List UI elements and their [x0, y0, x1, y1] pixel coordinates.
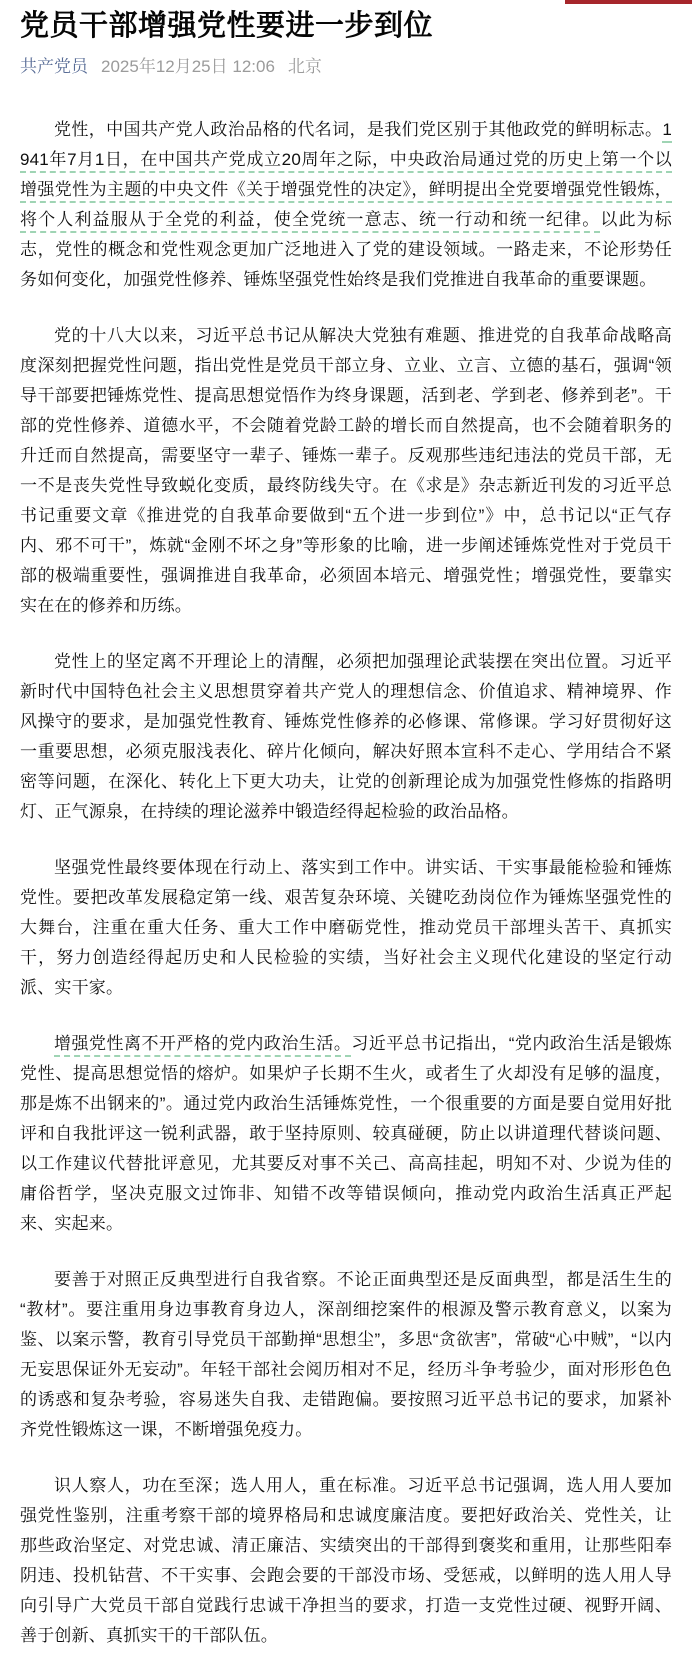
article-header: [20, 0, 672, 79]
publish-datetime: 2025年12月25日 12:06: [101, 57, 275, 76]
article-paragraph: [20, 647, 672, 827]
source-account-name[interactable]: 共产党员: [20, 57, 88, 76]
article-paragraph: [20, 1471, 672, 1651]
text-segment: 要善于对照正反典型进行自我省察。不论正面典型还是反面典型，都是活生生的“教材”。要注重用身边事教育身边人，深剖细挖案件的根源及警示教育意义，以案为鉴、以案示警，教育引导党员干部勤掸“思想尘”，多思“贪欲害”，常破“心中贼”，“以内无妄思保证外无妄动”。年轻干部社会阅历相对不足，经历斗争考验少，面对形形色色的诱惑和复杂考验，容易迷失自我、走错跑偏。要按照习近平总书记的要求，加紧补齐党性锻炼这一课，不断增强免疫力。: [20, 1270, 672, 1439]
publish-location: 北京: [287, 57, 322, 76]
text-segment: 习近平总书记指出，“党内政治生活是锻炼党性、提高思想觉悟的熔炉。如果炉子长期不生火，或者生了火却没有足够的温度，那是炼不出钢来的”。通过党内政治生活锤炼党性，一个很重要的方面是要自觉用好批评和自我批评这一锐利武器，敢于坚持原则、较真碰硬，防止以讲道理代替谈问题、以工作建议代替批评意见，尤其要反对事不关己、高高挂起，明知不对、少说为佳的庸俗哲学，坚决克服文过饰非、知错不改等错误倾向，推动党内政治生活真正严起来、实起来。: [20, 1034, 672, 1233]
article-body: [20, 115, 672, 1651]
text-segment: 党性，中国共产党人政治品格的代名词，是我们党区别于其他政党的鲜明标志。: [54, 120, 663, 139]
article-paragraph: [20, 321, 672, 621]
text-segment: 以此为标志，党性的概念和党性观念更加广泛地进入了党的建设领域。一路走来，不论形势任务如何变化，加强党性修养、锤炼坚强党性始终是我们党推进自我革命的重要课题。: [20, 210, 672, 289]
article-byline: [20, 55, 672, 79]
article-paragraph: [20, 115, 672, 295]
text-segment: 党性上的坚定离不开理论上的清醒，必须把加强理论武装摆在突出位置。习近平新时代中国特色社会主义思想贯穿着共产党人的理想信念、价值追求、精神境界、作风操守的要求，是加强党性教育、锤炼党性修养的必修课、常修课。学习好贯彻好这一重要思想，必须克服浅表化、碎片化倾向，解决好照本宣科不走心、学用结合不紧密等问题，在深化、转化上下更大功夫，让党的创新理论成为加强党性修炼的指路明灯、正气源泉，在持续的理论滋养中锻造经得起检验的政治品格。: [20, 652, 672, 821]
text-segment: 党的十八大以来，习近平总书记从解决大党独有难题、推进党的自我革命战略高度深刻把握党性问题，指出党性是党员干部立身、立业、立言、立德的基石，强调“领导干部要把锤炼党性、提高思想觉悟作为终身课题，活到老、学到老、修养到老”。干部的党性修养、道德水平，不会随着党龄工龄的增长而自然提高，也不会随着职务的升迁而自然提高，需要坚守一辈子、锤炼一辈子。反观那些违纪违法的党员干部，无一不是丧失党性导致蜕化变质，最终防线失守。在《求是》杂志新近刊发的习近平总书记重要文章《推进党的自我革命要做到“五个进一步到位”》中，总书记以“正气存内、邪不可干”，炼就“金刚不坏之身”等形象的比喻，进一步阐述锤炼党性对于党员干部的极端重要性，强调推进自我革命，必须固本培元、增强党性；增强党性，要靠实实在在的修养和历练。: [20, 326, 672, 615]
article-paragraph: [20, 1029, 672, 1239]
article-title: 党员干部增强党性要进一步到位: [20, 10, 434, 42]
text-segment: 识人察人，功在至深；选人用人，重在标准。习近平总书记强调，选人用人要加强党性鉴别，注重考察干部的境界格局和忠诚度廉洁度。要把好政治关、党性关，让那些政治坚定、对党忠诚、清正廉洁、实绩突出的干部得到褒奖和重用，让那些阳奉阴违、投机钻营、不干实事、会跑会要的干部没市场、受惩戒，以鲜明的选人用人导向引导广大党员干部自觉践行忠诚干净担当的要求，打造一支党性过硬、视野开阔、善于创新、真抓实干的干部队伍。: [20, 1476, 672, 1645]
article-paragraph: [20, 1265, 672, 1445]
article-paragraph: [20, 853, 672, 1003]
highlighted-text-segment[interactable]: 1941年7月1日，在中国共产党成立20周年之际，中央政治局通过党的历史上第一个以增强党性为主题的中央文件《关于增强党性的决定》，鲜明提出全党要增强党性锻炼，将个人利益服从于全党的利益，使全党统一意志、统一行动和统一纪律。: [20, 120, 672, 233]
text-segment: 坚强党性最终要体现在行动上、落实到工作中。讲实话、干实事最能检验和锤炼党性。要把改革发展稳定第一线、艰苦复杂环境、关键吃劲岗位作为锤炼坚强党性的大舞台，注重在重大任务、重大工作中磨砺党性，推动党员干部埋头苦干、真抓实干，努力创造经得起历史和人民检验的实绩，当好社会主义现代化建设的坚定行动派、实干家。: [20, 858, 672, 997]
highlighted-text-segment[interactable]: 增强党性离不开严格的党内政治生活。: [54, 1034, 351, 1057]
top-accent-bar: [565, 0, 692, 4]
